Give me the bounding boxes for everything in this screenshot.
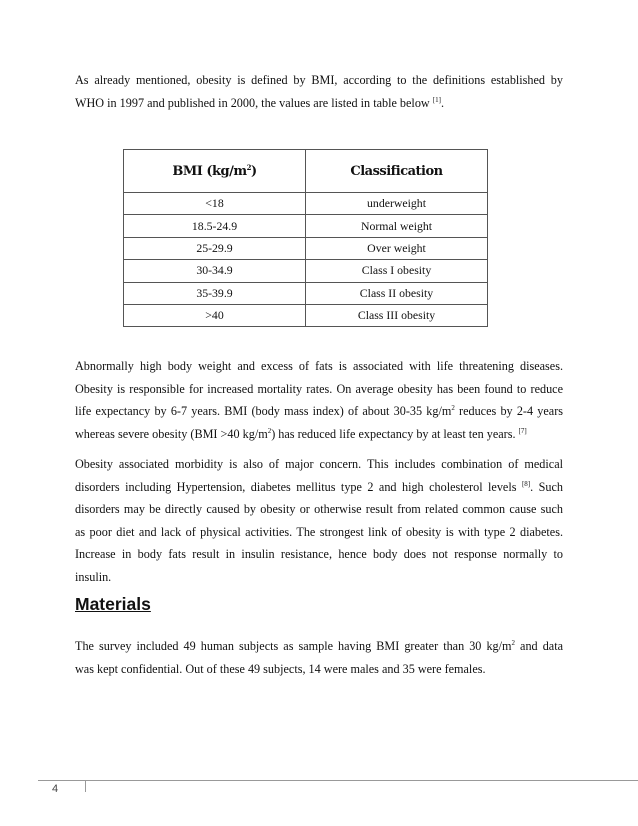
header-bmi xyxy=(124,150,306,193)
materials-heading: Materials xyxy=(75,594,151,614)
class-cell: underweight xyxy=(306,193,488,215)
intro-line-2 xyxy=(75,92,563,115)
citation-8: [8] xyxy=(521,479,531,488)
materials-line-1a: The survey included 49 human subjects as sample having BMI greater than 30 kg/m xyxy=(75,639,512,653)
para2-line-4 xyxy=(75,423,563,446)
citation-1: [1] xyxy=(432,95,441,104)
para2-line-3 xyxy=(75,400,563,423)
para3-line-2a: disorders including Hypertension, diabetes mellitus type 2 and high cholesterol levels xyxy=(75,479,517,494)
materials-line-2: was kept confidential. Out of these 49 subjects, 14 were males and 35 were females. xyxy=(75,661,486,676)
header-bmi-sup: 2 xyxy=(246,162,251,172)
class-cell: Class I obesity xyxy=(306,260,488,282)
materials-line-1-sup: 2 xyxy=(511,639,516,647)
header-bmi-close: ) xyxy=(250,163,257,179)
para2-line-3b: reduces by 2-4 years xyxy=(454,404,563,419)
footer-page-box-divider xyxy=(85,780,86,792)
bmi-cell: 30-34.9 xyxy=(124,260,306,282)
class-cell: Class II obesity xyxy=(306,282,488,304)
para2-line-2: Obesity is responsible for increased mortality rates. On average obesity has been found to reduce xyxy=(75,381,563,396)
para2-line-3-sup: 2 xyxy=(451,404,455,413)
bmi-cell: 18.5-24.9 xyxy=(124,215,306,237)
intro-paragraph xyxy=(75,69,563,114)
intro-line-2-text: WHO in 1997 and published in 2000, the values are listed in table below xyxy=(75,95,430,110)
citation-7: [7] xyxy=(518,426,527,435)
intro-period: . xyxy=(440,95,444,110)
para2-line-3a: life expectancy by 6-7 years. BMI (body mass index) of about 30-35 kg/m xyxy=(75,404,452,419)
footer-divider xyxy=(38,780,638,781)
table-row xyxy=(124,237,488,259)
bmi-cell: 35-39.9 xyxy=(124,282,306,304)
materials-line-1 xyxy=(75,635,563,658)
para2-line-4a: whereas severe obesity (BMI >40 kg/m xyxy=(75,426,268,441)
para3-line-6: insulin. xyxy=(75,569,112,584)
bmi-classification-table xyxy=(123,149,488,327)
header-classification: Classification xyxy=(306,150,488,193)
table-header-row xyxy=(124,150,488,193)
para2-line-4b: ) has reduced life expectancy by at least ten years. xyxy=(271,426,516,441)
table-row xyxy=(124,193,488,215)
para2-line-4-sup: 2 xyxy=(267,426,272,435)
table-row xyxy=(124,260,488,282)
table-row xyxy=(124,282,488,304)
bmi-cell: <18 xyxy=(124,193,306,215)
para3-line-5: Increase in body fats result in insulin resistance, hence body does not response normally to xyxy=(75,547,563,562)
page-number: 4 xyxy=(52,783,59,795)
para3-line-4: as poor diet and lack of physical activities. The strongest link of obesity is with type 2 diabetes. xyxy=(75,524,563,539)
bmi-cell: 25-29.9 xyxy=(124,237,306,259)
morbidity-paragraph xyxy=(75,453,563,589)
table-row xyxy=(124,215,488,237)
intro-line-1: As already mentioned, obesity is defined by BMI, according to the definitions established by xyxy=(75,73,563,87)
mortality-paragraph xyxy=(75,355,563,445)
header-bmi-text: BMI (kg/m xyxy=(172,163,247,179)
class-cell: Class III obesity xyxy=(306,304,488,326)
para2-line-1: Abnormally high body weight and excess of fats is associated with life threatening diseases. xyxy=(75,359,563,373)
bmi-cell: >40 xyxy=(124,304,306,326)
materials-line-1b: and data xyxy=(515,639,563,653)
class-cell: Over weight xyxy=(306,237,488,259)
para3-line-2b: . Such xyxy=(530,479,564,494)
para3-line-3: disorders may be directly caused by obesity or otherwise result from related common cause such xyxy=(75,502,563,517)
para3-line-2 xyxy=(75,476,563,499)
table-row xyxy=(124,304,488,326)
para3-line-1: Obesity associated morbidity is also of major concern. This includes combination of medical xyxy=(75,457,563,471)
class-cell: Normal weight xyxy=(306,215,488,237)
materials-paragraph xyxy=(75,635,563,680)
